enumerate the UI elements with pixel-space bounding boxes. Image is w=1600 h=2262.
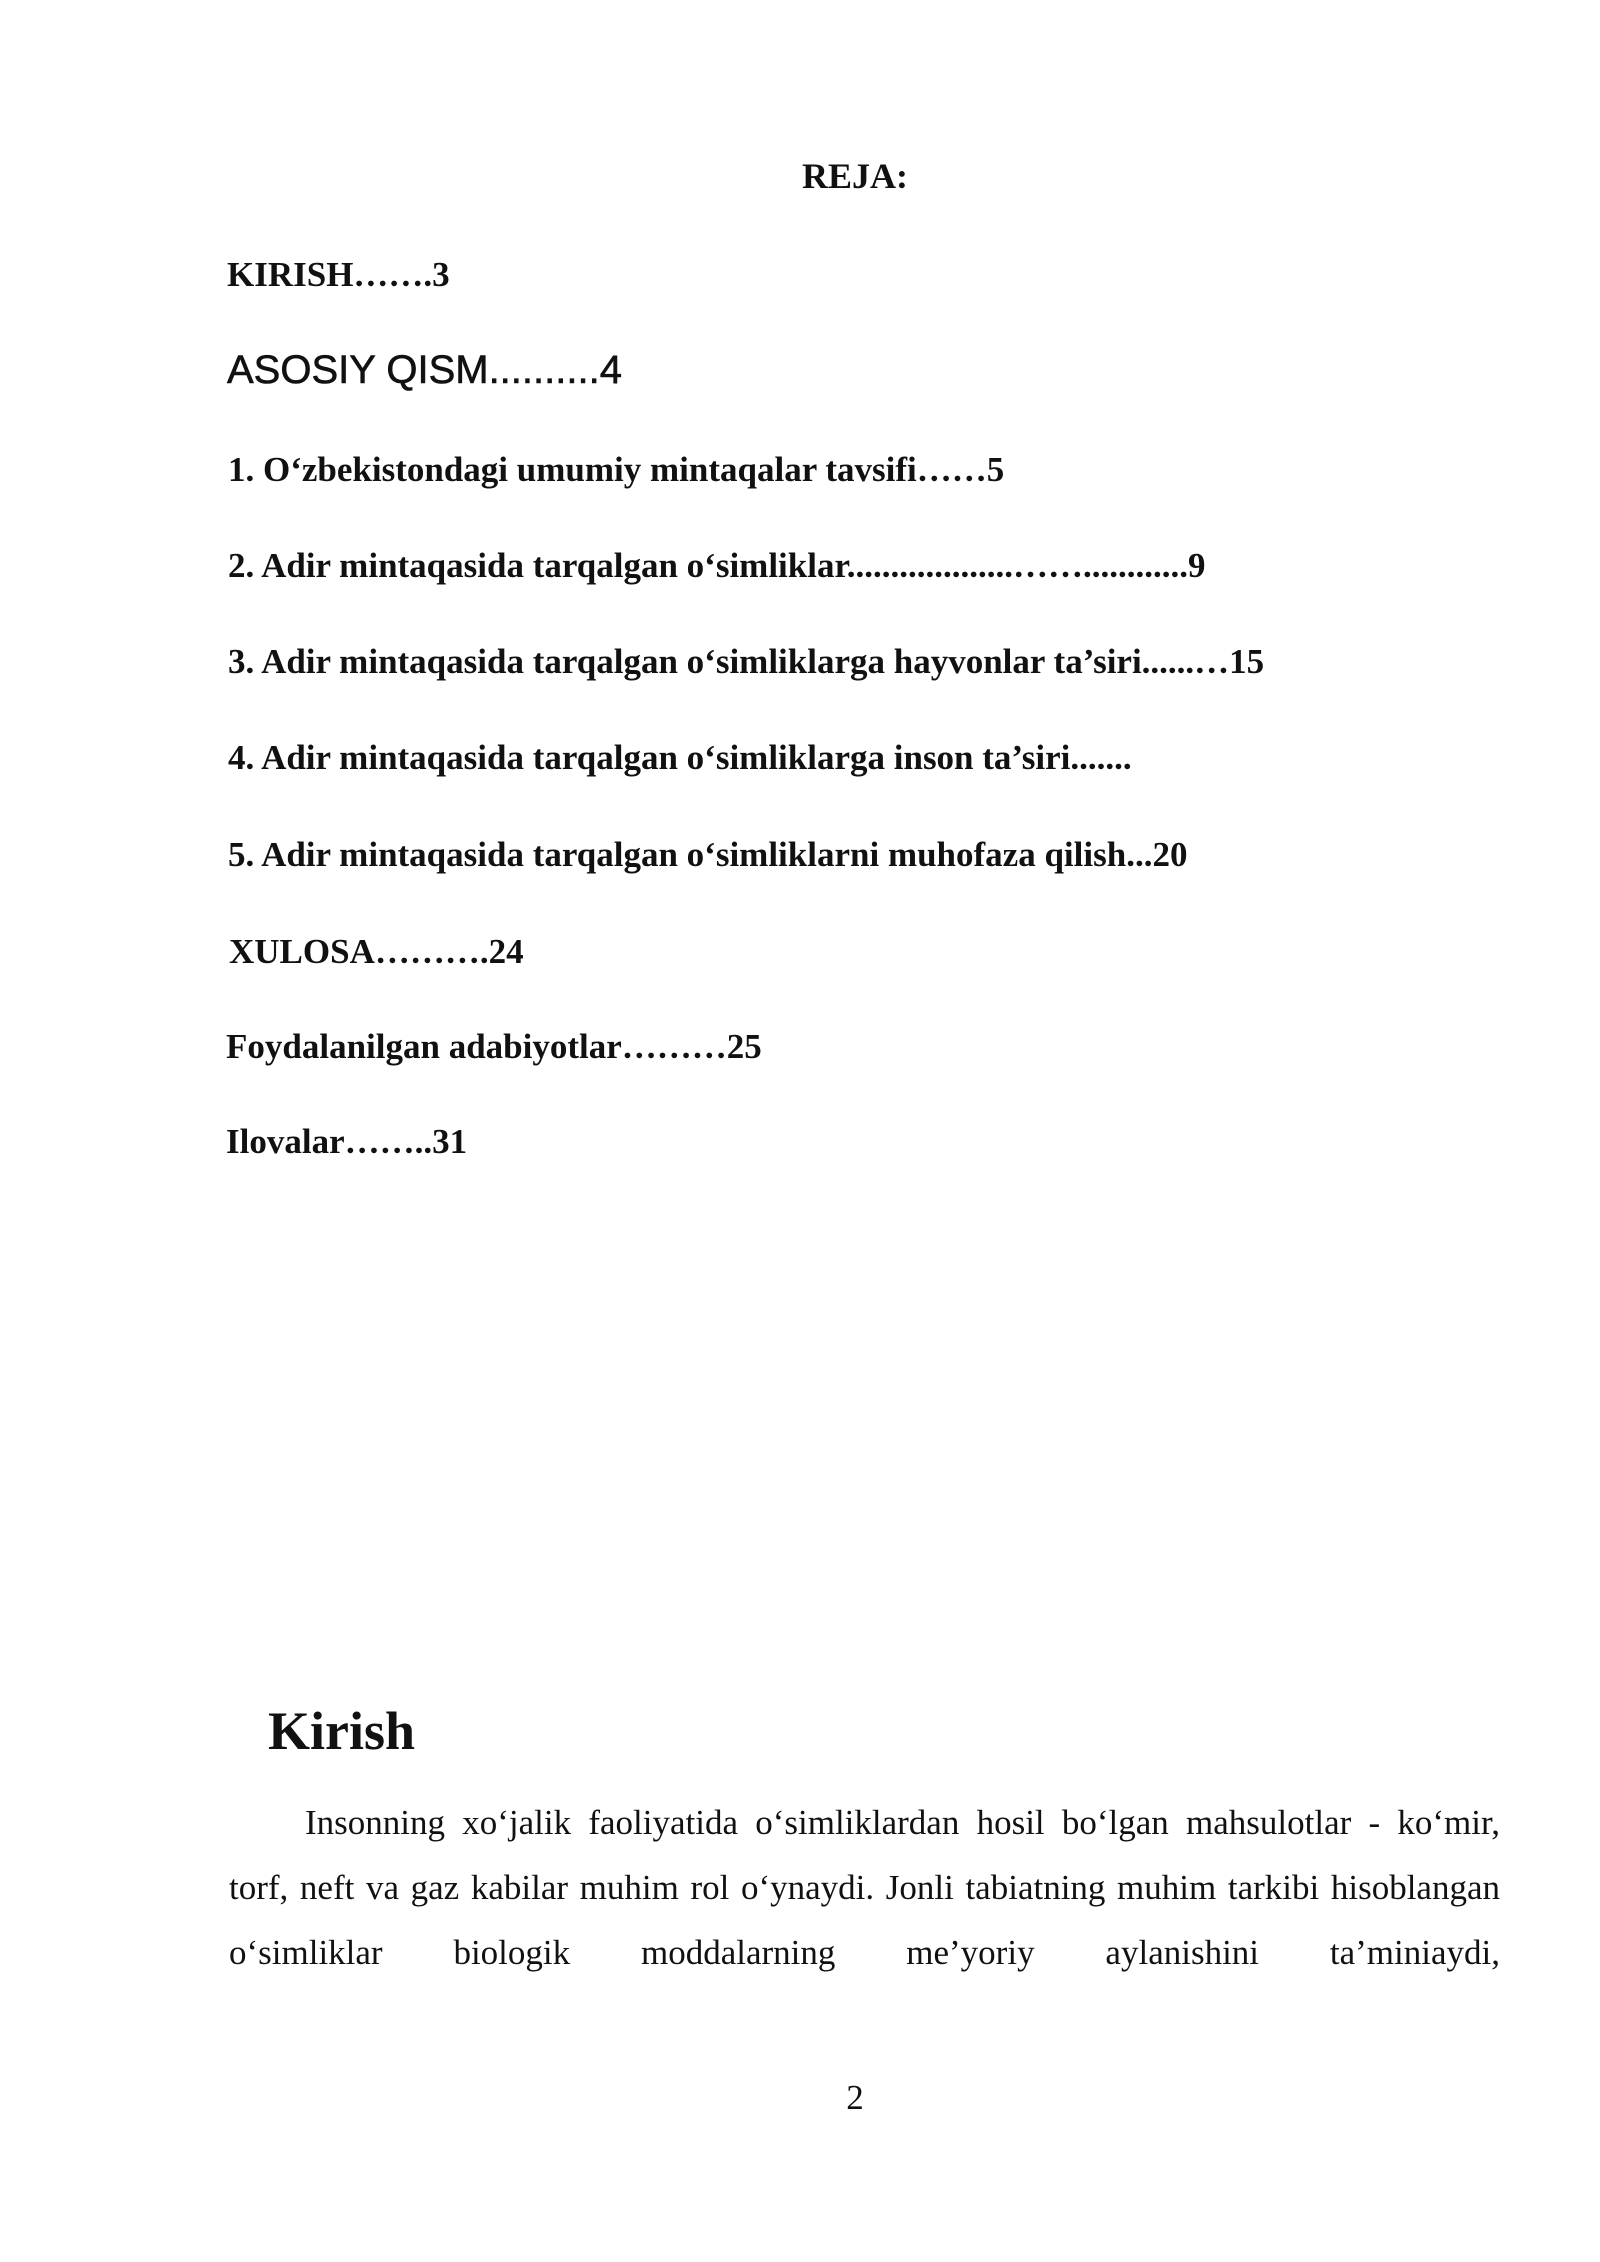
toc-item-1: 1. O‘zbekistondagi umumiy mintaqalar tavsifi……5 <box>228 450 1005 489</box>
page-number: 2 <box>846 2078 864 2117</box>
toc-item-appendices: Ilovalar……..31 <box>226 1122 468 1161</box>
toc-item-5: 5. Adir mintaqasida tarqalgan o‘simliklarni muhofaza qilish...20 <box>228 835 1188 874</box>
toc-item-references: Foydalanilgan adabiyotlar………25 <box>226 1027 762 1066</box>
plan-title: REJA: <box>802 156 908 196</box>
toc-item-3: 3. Adir mintaqasida tarqalgan o‘simliklarga hayvonlar ta’siri......…15 <box>228 642 1265 681</box>
toc-item-xulosa: XULOSA……….24 <box>229 932 524 971</box>
toc-item-4: 4. Adir mintaqasida tarqalgan o‘simliklarga inson ta’siri....... <box>228 738 1132 777</box>
toc-item-asosiy-qism: ASOSIY QISM..........4 <box>227 348 622 392</box>
section-body <box>229 1790 1500 1985</box>
toc-item-kirish: KIRISH…….3 <box>227 255 450 294</box>
section-heading: Kirish <box>268 1701 416 1761</box>
body-paragraph: Insonning xo‘jalik faoliyatida o‘simliklardan hosil bo‘lgan mahsulotlar - ko‘mir, torf, neft va gaz kabilar muhim rol o‘ynaydi. Jonli tabiatning muhim tarkibi hisoblangan o‘simliklar biologik moddalarning me’yoriy aylanishini ta’miniaydi, <box>229 1803 1500 1972</box>
toc-item-2: 2. Adir mintaqasida tarqalgan o‘simliklar...................……............9 <box>228 546 1206 585</box>
